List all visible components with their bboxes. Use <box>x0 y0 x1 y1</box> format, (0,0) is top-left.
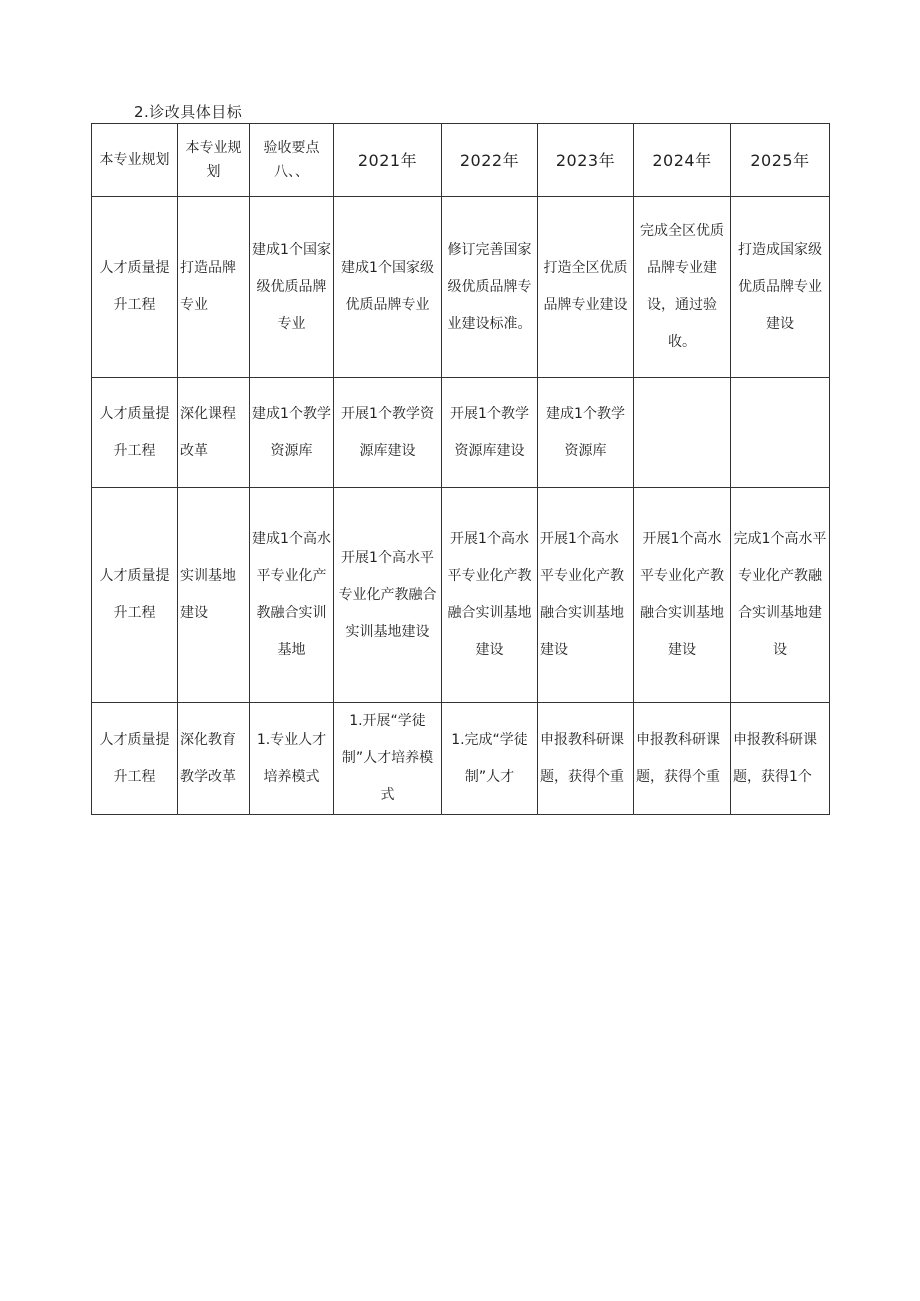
table-cell: 1.完成“学徒制”人才 <box>442 703 538 815</box>
table-cell: 1.开展“学徒制”人才培养模式 <box>334 703 442 815</box>
table-cell: 建成1个高水平专业化产教融合实训基地 <box>250 488 334 703</box>
table-cell: 开展1个教学资源库建设 <box>334 378 442 488</box>
header-cell: 2025年 <box>731 124 830 197</box>
header-cell: 本专业规划 <box>178 124 250 197</box>
table-cell: 打造品牌专业 <box>178 197 250 378</box>
table-row <box>92 197 830 378</box>
header-cell: 验收要点八、、 <box>250 124 334 197</box>
header-cell: 2021年 <box>334 124 442 197</box>
table-cell: 建成1个国家级优质品牌专业 <box>334 197 442 378</box>
header-cell: 2022年 <box>442 124 538 197</box>
table-header-row <box>92 124 830 197</box>
table-cell: 开展1个高水平专业化产教融合实训基地建设 <box>634 488 731 703</box>
goals-table <box>91 123 830 815</box>
table-row <box>92 378 830 488</box>
table-cell: 开展1个高水平专业化产教融合实训基地建设 <box>538 488 634 703</box>
section-heading: 2.诊改具体目标 <box>134 103 243 121</box>
table-cell: 人才质量提升工程 <box>92 378 178 488</box>
table-cell: 申报教科研课题，获得个重 <box>538 703 634 815</box>
table-cell: 1.专业人才培养模式 <box>250 703 334 815</box>
header-cell: 本专业规划 <box>92 124 178 197</box>
table-cell: 建成1个教学资源库 <box>250 378 334 488</box>
table-cell <box>731 378 830 488</box>
table-cell: 实训基地建设 <box>178 488 250 703</box>
table-cell: 开展1个高水平专业化产教融合实训基地建设 <box>334 488 442 703</box>
table-cell: 打造全区优质品牌专业建设 <box>538 197 634 378</box>
table-cell: 完成全区优质品牌专业建设，通过验收。 <box>634 197 731 378</box>
table-cell: 打造成国家级优质品牌专业建设 <box>731 197 830 378</box>
table-cell: 建成1个教学资源库 <box>538 378 634 488</box>
table-row <box>92 488 830 703</box>
table-row <box>92 703 830 815</box>
table-cell: 人才质量提升工程 <box>92 488 178 703</box>
table-cell: 人才质量提升工程 <box>92 197 178 378</box>
table-cell: 开展1个高水平专业化产教融合实训基地建设 <box>442 488 538 703</box>
header-cell: 2023年 <box>538 124 634 197</box>
table-cell: 深化课程改革 <box>178 378 250 488</box>
table-cell: 申报教科研课题，获得个重 <box>634 703 731 815</box>
table-cell: 建成1个国家级优质品牌专业 <box>250 197 334 378</box>
table-cell: 人才质量提升工程 <box>92 703 178 815</box>
table-cell: 完成1个高水平专业化产教融合实训基地建设 <box>731 488 830 703</box>
header-cell: 2024年 <box>634 124 731 197</box>
table-cell: 开展1个教学资源库建设 <box>442 378 538 488</box>
table-cell: 修订完善国家级优质品牌专业建设标准。 <box>442 197 538 378</box>
table-cell: 深化教育教学改革 <box>178 703 250 815</box>
table-cell <box>634 378 731 488</box>
table-cell: 申报教科研课题，获得1个 <box>731 703 830 815</box>
